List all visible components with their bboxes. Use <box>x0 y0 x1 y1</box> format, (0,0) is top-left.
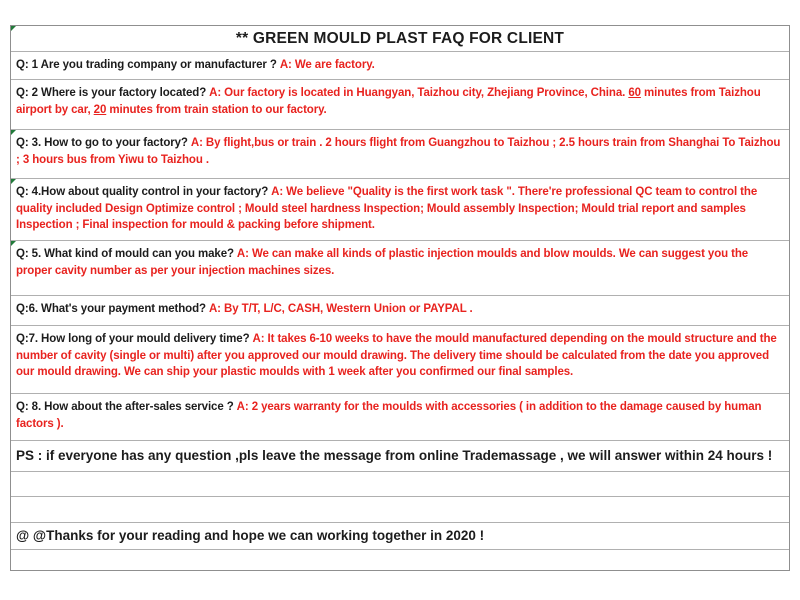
cell-corner-marker-icon <box>11 241 16 246</box>
answer-text: minutes from Taizhou airport by car, <box>16 87 761 116</box>
faq-row-q2 <box>11 80 789 130</box>
page-title: ** GREEN MOULD PLAST FAQ FOR CLIENT <box>235 30 565 47</box>
answer-text: minutes from train station to our factory. <box>106 103 327 116</box>
answer-text: A: We can make all kinds of plastic injection moulds and blow moulds. We can suggest you the proper cavity number as per your injection machines sizes. <box>16 248 749 277</box>
question-text: Q: 4.How about quality control in your factory? <box>16 186 269 198</box>
question-text: Q:7. How long of your mould delivery time? <box>16 333 250 345</box>
faq-row-q8 <box>11 394 789 441</box>
thanks-text: @ @Thanks for your reading and hope we can working together in 2020 ! <box>16 528 485 543</box>
cell-corner-marker-icon <box>11 26 16 31</box>
answer-text: A: By T/T, L/C, CASH, Western Union or PAYPAL . <box>208 303 473 315</box>
faq-row-q7 <box>11 326 789 394</box>
title-row <box>11 26 789 52</box>
question-text: Q: 2 Where is your factory located? <box>16 87 207 99</box>
thanks-row <box>11 523 789 550</box>
faq-row-q6 <box>11 296 789 326</box>
answer-underlined-number: 60 <box>628 87 641 99</box>
ps-note-row <box>11 441 789 472</box>
question-text: Q: 1 Are you trading company or manufacturer ? <box>16 59 277 71</box>
answer-text: A: We are factory. <box>279 59 375 71</box>
empty-row <box>11 472 789 497</box>
cell-corner-marker-icon <box>11 130 16 135</box>
question-text: Q: 8. How about the after-sales service ? <box>16 401 234 413</box>
answer-text: A: It takes 6-10 weeks to have the mould manufactured depending on the mould structure and the number of cavity (single or multi) after you approved our mould drawing. The delivery time should be calculated from the date you approved our mould drawing. We can ship your plastic moulds with 1 week after you confirmed our final samples. <box>16 333 777 378</box>
ps-note-text: PS : if everyone has any question ,pls leave the message from online Trademassage , we will answer within 24 hours ! <box>16 448 773 463</box>
faq-row-q5 <box>11 241 789 296</box>
answer-text: A: 2 years warranty for the moulds with accessories ( in addition to the damage caused by human factors ). <box>16 401 762 430</box>
empty-row <box>11 497 789 523</box>
faq-row-q1 <box>11 52 789 80</box>
answer-underlined-number: 20 <box>93 103 107 116</box>
answer-text: A: Our factory is located in Huangyan, Taizhou city, Zhejiang Province, China. <box>209 87 629 99</box>
faq-row-q3 <box>11 130 789 179</box>
answer-text: A: We believe "Quality is the first work task ". There're professional QC team to control the quality included Design Optimize control ; Mould steel hardness Inspection; Mould assembly Inspection; Mould trial report and samples Inspection ; Final inspection for mould & packing before shipment. <box>16 186 758 231</box>
faq-row-q4 <box>11 179 789 241</box>
empty-row <box>11 550 789 570</box>
question-text: Q: 3. How to go to your factory? <box>16 137 188 149</box>
question-text: Q: 5. What kind of mould can you make? <box>16 248 234 260</box>
cell-corner-marker-icon <box>11 179 16 184</box>
faq-table <box>10 25 790 571</box>
answer-text: A: By flight,bus or train . 2 hours flight from Guangzhou to Taizhou ; 2.5 hours train from Shanghai To Taizhou ; 3 hours bus from Yiwu to Taizhou . <box>16 137 781 166</box>
question-text: Q:6. What's your payment method? <box>16 303 206 315</box>
